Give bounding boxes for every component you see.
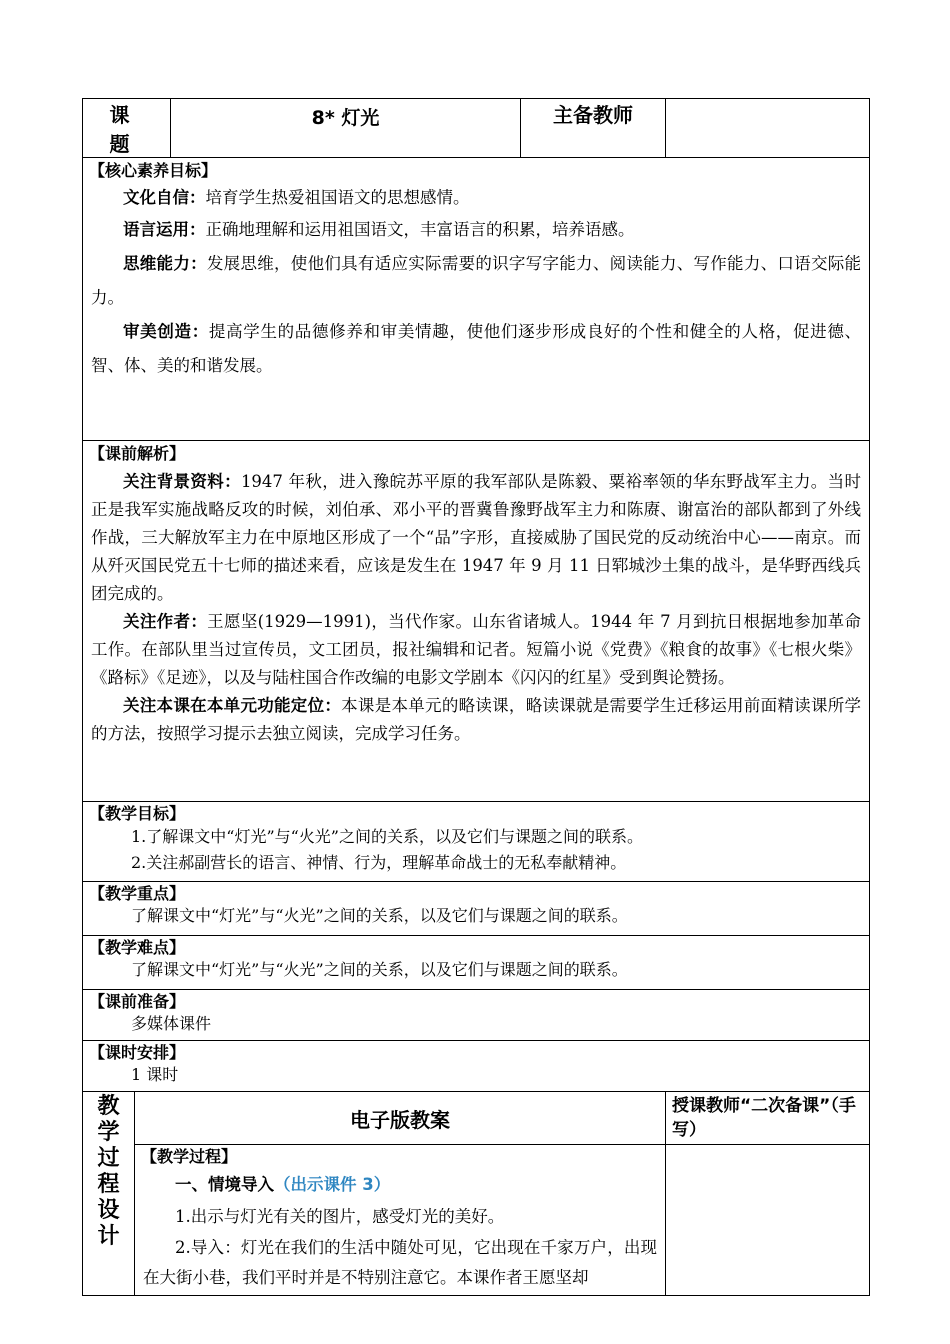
- teaching-goal-1: 1.了解课文中“灯光”与“火光”之间的关系，以及它们与课题之间的联系。: [131, 827, 643, 846]
- core-goals-title: 【核心素养目标】: [89, 161, 218, 180]
- core-goals-row: [83, 158, 870, 441]
- lesson-plan-table: [82, 98, 870, 1296]
- preparation-text: 多媒体课件: [131, 1014, 212, 1033]
- process-body-row: [83, 1145, 870, 1296]
- difficult-points-row: [83, 936, 870, 990]
- process-head-row: [83, 1092, 870, 1145]
- process-para-1: 1.出示与灯光有关的图片，感受灯光的美好。: [175, 1207, 505, 1226]
- teaching-goals-title: 【教学目标】: [89, 804, 186, 823]
- schedule-row: [83, 1041, 870, 1092]
- step1-heading: 一、情境导入（出示课件 3）: [175, 1175, 391, 1194]
- courseware-link[interactable]: （出示课件 3）: [274, 1175, 391, 1194]
- teacher-value: [666, 99, 870, 158]
- header-row: [83, 99, 870, 158]
- process-body: [135, 1145, 666, 1296]
- handwritten-notes-cell: [666, 1145, 870, 1296]
- goal-culture: 文化自信：培育学生热爱祖国语文的思想感情。: [123, 188, 470, 207]
- teacher-label: 主备教师: [521, 99, 666, 158]
- pre-analysis-row: [83, 441, 870, 802]
- key-points-row: [83, 882, 870, 936]
- process-para-2: 2.导入：灯光在我们的生活中随处可见，它出现在千家万户，出现在大街小巷，我们平时并是不特别注意它。本课作者王愿坚却: [143, 1238, 657, 1287]
- lesson-plan-page: [82, 98, 869, 1296]
- lesson-title: 8* 灯光: [171, 99, 521, 158]
- schedule-text: 1 课时: [131, 1065, 179, 1084]
- analysis-function: 关注本课在本单元功能定位：本课是本单元的略读课，略读课就是需要学生迁移运用前面精读课所学的方法，按照学习提示去独立阅读，完成学习任务。: [91, 696, 862, 743]
- preparation-row: [83, 990, 870, 1041]
- process-side-label: 教 学 过 程 设 计: [83, 1092, 135, 1296]
- electronic-plan-heading: 电子版教案: [135, 1092, 666, 1145]
- schedule-title: 【课时安排】: [89, 1043, 186, 1062]
- teaching-goal-2: 2.关注郝副营长的语言、神情、行为，理解革命战士的无私奉献精神。: [131, 853, 627, 872]
- analysis-author: 关注作者：王愿坚(1929—1991)，当代作家。山东省诸城人。1944 年 7 月到抗日根据地参加革命工作。在部队里当过宣传员，文工团员，报社编辑和记者。短篇小说《党费》《粮食的故事》《七根火柴》《路标》《足迹》，以及与陆柱国合作改编的电影文学剧本《闪闪的红星》受到舆论赞扬。: [91, 612, 861, 687]
- analysis-background: 关注背景资料：1947 年秋，进入豫皖苏平原的我军部队是陈毅、粟裕率领的华东野战军主力。当时正是我军实施战略反攻的时候，刘伯承、邓小平的晋冀鲁豫野战军主力和陈赓、谢富治的部队都到了外线作战，三大解放军主力在中原地区形成了一个“品”字形，直接威胁了国民党的反动统治中心——南京。而从歼灭国民党五十七师的描述来看，应该是发生在 1947 年 9 月 11 日郓城沙土集的战斗，是华野西线兵团完成的。: [91, 472, 861, 603]
- goal-language: 语言运用：正确地理解和运用祖国语文，丰富语言的积累，培养语感。: [123, 220, 635, 239]
- difficult-points-title: 【教学难点】: [89, 938, 186, 957]
- pre-analysis-title: 【课前解析】: [89, 444, 186, 463]
- key-points-title: 【教学重点】: [89, 884, 186, 903]
- key-points-text: 了解课文中“灯光”与“火光”之间的关系，以及它们与课题之间的联系。: [131, 906, 628, 925]
- second-prep-heading: 授课教师“二次备课”（手写）: [666, 1092, 870, 1145]
- preparation-title: 【课前准备】: [89, 992, 186, 1011]
- goal-aesthetic: 审美创造：提高学生的品德修养和审美情趣，使他们逐步形成良好的个性和健全的人格，促进德、智、体、美的和谐发展。: [91, 322, 862, 375]
- teaching-goals-row: [83, 802, 870, 882]
- difficult-points-text: 了解课文中“灯光”与“火光”之间的关系，以及它们与课题之间的联系。: [131, 960, 628, 979]
- course-label: 课 题: [83, 99, 171, 158]
- goal-thinking: 思维能力：发展思维，使他们具有适应实际需要的识字写字能力、阅读能力、写作能力、口语交际能力。: [91, 254, 862, 307]
- process-title: 【教学过程】: [141, 1147, 238, 1166]
